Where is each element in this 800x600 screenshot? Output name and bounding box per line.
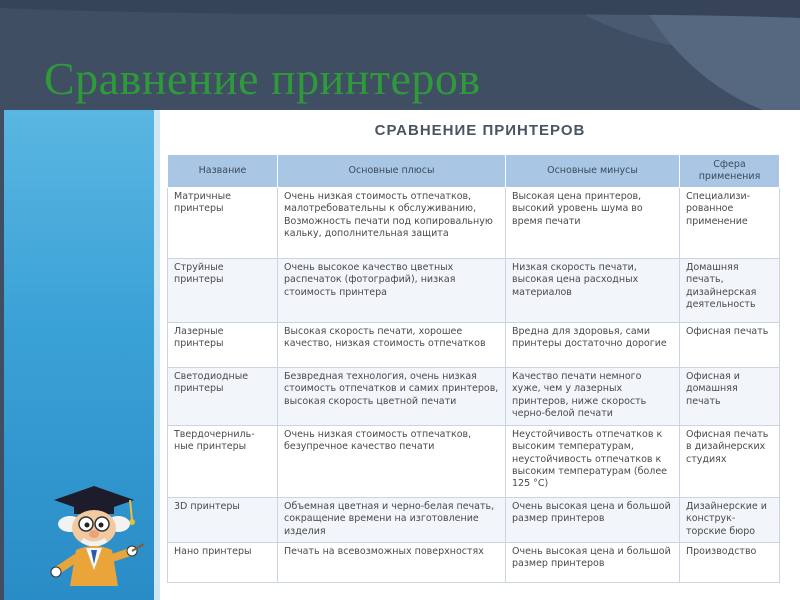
cell-scope: Дизайнерские и конструк-торские бюро	[680, 498, 780, 543]
cell-name: Лазерные принтеры	[168, 323, 278, 368]
table-row	[168, 259, 780, 323]
cell-pros: Печать на всевозможных поверхностях	[278, 543, 506, 583]
cell-name: Светодиодные принтеры	[168, 368, 278, 426]
cell-cons: Очень высокая цена и большой размер принтеров	[506, 543, 680, 583]
cell-scope: Производство	[680, 543, 780, 583]
cell-scope: Офисная печать	[680, 323, 780, 368]
cell-cons: Очень высокая цена и большой размер принтеров	[506, 498, 680, 543]
header-pros: Основные плюсы	[278, 155, 506, 188]
cell-pros: Высокая скорость печати, хорошее качество, низкая стоимость отпечатков	[278, 323, 506, 368]
cell-pros: Безвредная технология, очень низкая стоимость отпечатков и самих принтеров, высокая скорость цветной печати	[278, 368, 506, 426]
cell-cons: Высокая цена принтеров, высокий уровень шума во время печати	[506, 188, 680, 259]
cell-scope: Домашняя печать, дизайнерская деятельность	[680, 259, 780, 323]
table-row	[168, 188, 780, 259]
cell-cons: Низкая скорость печати, высокая цена расходных материалов	[506, 259, 680, 323]
table-header-row	[168, 155, 780, 188]
cell-pros: Объемная цветная и черно-белая печать, сокращение времени на изготовление изделия	[278, 498, 506, 543]
slide-title: Сравнение принтеров	[44, 53, 481, 104]
cell-cons: Вредна для здоровья, сами принтеры достаточно дорогие	[506, 323, 680, 368]
content-panel	[4, 110, 800, 600]
cell-scope: Офисная печать в дизайнерских студиях	[680, 426, 780, 498]
header-name: Название	[168, 155, 278, 188]
cell-name: Твердочерниль-ные принтеры	[168, 426, 278, 498]
header-scope: Сфера применения	[680, 155, 780, 188]
cell-cons: Неустойчивость отпечатков к высоким температурам, неустойчивость отпечатков к высоким температурам (более 125 °C)	[506, 426, 680, 498]
cell-pros: Очень низкая стоимость отпечатков, безупречное качество печати	[278, 426, 506, 498]
cell-scope: Офисная и домашняя печать	[680, 368, 780, 426]
cell-name: 3D принтеры	[168, 498, 278, 543]
cell-cons: Качество печати немного хуже, чем у лазерных принтеров, ниже скорость черно-белой печати	[506, 368, 680, 426]
comparison-table	[167, 154, 780, 583]
header-cons: Основные минусы	[506, 155, 680, 188]
side-panel-stripe	[154, 110, 160, 600]
cell-name: Матричные принтеры	[168, 188, 278, 259]
table-row	[168, 543, 780, 583]
cell-pros: Очень высокое качество цветных распечаток (фотографий), низкая стоимость принтера	[278, 259, 506, 323]
cell-name: Нано принтеры	[168, 543, 278, 583]
table-row	[168, 368, 780, 426]
table-row	[168, 426, 780, 498]
table-row	[168, 498, 780, 543]
cell-name: Струйные принтеры	[168, 259, 278, 323]
cell-pros: Очень низкая стоимость отпечатков, малотребовательны к обслуживанию, Возможность печати под копировальную кальку, дополнительная защита	[278, 188, 506, 259]
table-row	[168, 323, 780, 368]
professor-graduate-icon	[34, 478, 144, 588]
cell-scope: Специализи-рованное применение	[680, 188, 780, 259]
table-title: СРАВНЕНИЕ ПРИНТЕРОВ	[374, 122, 586, 139]
